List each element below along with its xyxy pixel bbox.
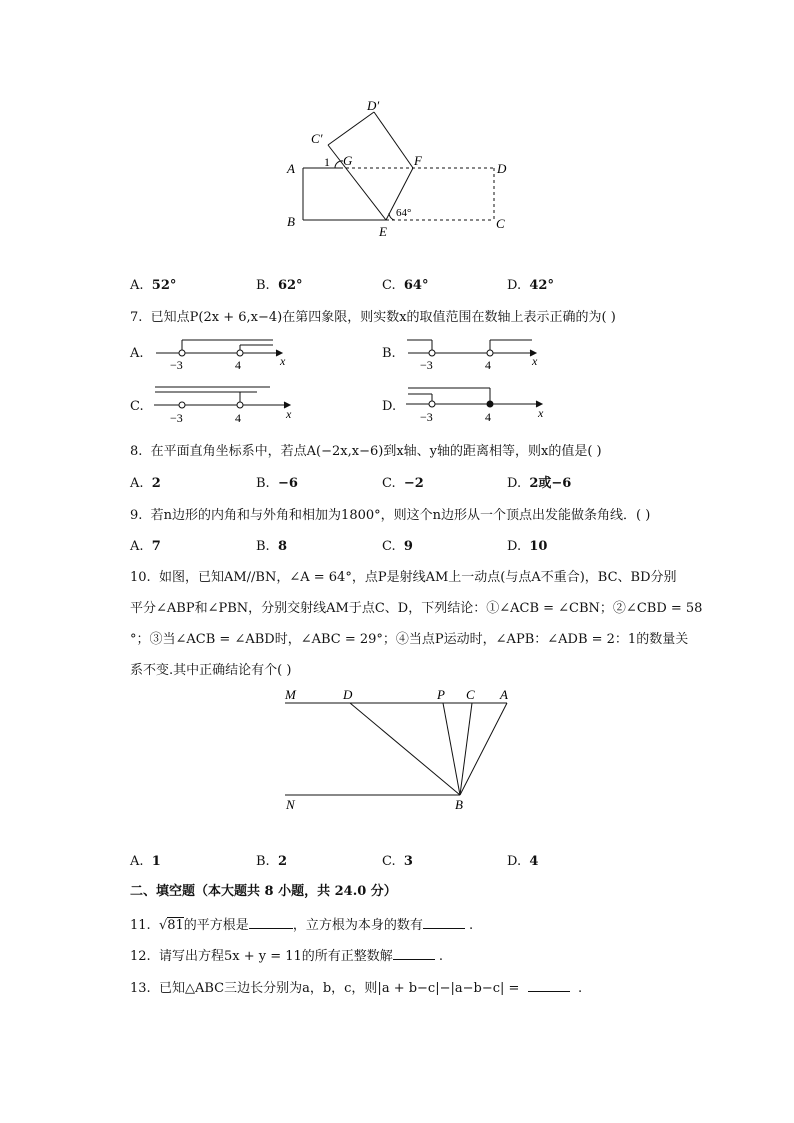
svg-text:x: x: [532, 354, 538, 368]
question-11: 11. √81的平方根是 ，立方根为本身的数有 .: [130, 918, 474, 933]
q7-option-b-number-line: [402, 334, 552, 374]
label-e: E: [379, 224, 387, 239]
q7-option-d-number-line: [402, 380, 552, 425]
label-m: M: [285, 687, 296, 702]
question-10-line-4: 系不变.其中正确结论有个( ): [130, 663, 292, 678]
question-12: 12. 请写出方程5x + y = 11的所有正整数解 .: [130, 949, 444, 964]
label-b: B: [455, 797, 463, 812]
q9-option-b[interactable]: B. 8: [256, 539, 287, 554]
question-9: 9. 若n边形的内角和与外角和相加为1800°，则这个n边形从一个顶点出发能做条角线．( ): [130, 508, 651, 523]
q8-option-a[interactable]: A. 2: [130, 476, 161, 491]
segment-ba: [460, 703, 507, 795]
q7-option-d-letter[interactable]: D.: [382, 399, 397, 414]
q10-option-c[interactable]: C. 3: [382, 854, 413, 869]
q6-option-c[interactable]: C. 64°: [382, 278, 429, 293]
question-7: 7. 已知点P(2x + 6,x−4)在第四象限，则实数x的取值范围在数轴上表示正确的为( ): [130, 310, 616, 325]
q8-option-c[interactable]: C. −2: [382, 476, 424, 491]
sqrt-radicand: 81: [167, 918, 184, 933]
label-f: F: [414, 153, 422, 168]
label-b: B: [287, 214, 295, 229]
segment-bd: [350, 703, 460, 795]
label-angle-1: 1: [324, 155, 330, 169]
label-a: A: [287, 161, 295, 176]
edge-cprime-dprime: [328, 112, 374, 145]
label-p: P: [437, 687, 445, 702]
section-2-title: 二、填空题（本大题共 8 小题，共 24.0 分）: [130, 884, 397, 899]
label-a: A: [500, 687, 508, 702]
segment-bc: [460, 703, 472, 795]
question-10-line-1: 10. 如图，已知AM//BN，∠A = 64°，点P是射线AM上一动点(与点A不重合)，BC、BD分别: [130, 570, 677, 585]
svg-text:4: 4: [485, 410, 491, 424]
q7-option-b-letter[interactable]: B.: [382, 346, 396, 361]
q10-option-a[interactable]: A. 1: [130, 854, 161, 869]
label-d: D: [343, 687, 353, 702]
question-10-line-2: 平分∠ABP和∠PBN，分别交射线AM于点C、D，下列结论：①∠ACB = ∠CBN；②∠CBD = 58: [130, 601, 703, 616]
label-g: G: [343, 153, 353, 168]
question-13: 13. 已知△ABC三边长分别为a，b，c，则|a + b−c|−|a−b−c| = .: [130, 981, 583, 996]
q7-option-a-number-line: [150, 334, 300, 374]
svg-text:−3: −3: [170, 358, 183, 372]
svg-text:x: x: [286, 407, 292, 421]
svg-text:−3: −3: [420, 358, 433, 372]
label-angle-64: 64°: [396, 207, 412, 219]
q6-option-a[interactable]: A. 52°: [130, 278, 177, 293]
q7-option-c-letter[interactable]: C.: [130, 399, 144, 414]
question-6-figure: [280, 92, 520, 242]
q13-blank[interactable]: [528, 979, 570, 992]
q10-option-b[interactable]: B. 2: [256, 854, 287, 869]
svg-text:4: 4: [235, 358, 241, 372]
question-10-line-3: °；③当∠ACB = ∠ABD时，∠ABC = 29°；④当点P运动时，∠APB：∠ADB = 2：1的数量关: [130, 632, 689, 647]
angle-1-arc: [335, 161, 343, 168]
label-c: C: [496, 216, 505, 231]
q11-blank-1[interactable]: [249, 916, 293, 929]
q8-option-d[interactable]: D. 2或−6: [507, 476, 572, 491]
svg-text:−3: −3: [420, 410, 433, 424]
q11-blank-2[interactable]: [423, 916, 465, 929]
sqrt-sign: √: [158, 918, 168, 933]
label-n: N: [286, 797, 295, 812]
q9-option-d[interactable]: D. 10: [507, 539, 548, 554]
q6-option-d[interactable]: D. 42°: [507, 278, 554, 293]
svg-text:x: x: [280, 354, 286, 368]
svg-text:−3: −3: [170, 411, 183, 425]
q7-option-a-letter[interactable]: A.: [130, 346, 144, 361]
q9-option-a[interactable]: A. 7: [130, 539, 161, 554]
label-c-prime: C′: [311, 131, 323, 146]
svg-text:4: 4: [485, 358, 491, 372]
q10-option-d[interactable]: D. 4: [507, 854, 539, 869]
q12-blank[interactable]: [393, 947, 435, 960]
q8-option-b[interactable]: B. −6: [256, 476, 298, 491]
q7-option-c-number-line: [150, 380, 300, 425]
label-d: D: [497, 161, 507, 176]
svg-text:x: x: [538, 406, 544, 420]
question-10-figure: [280, 684, 520, 814]
segment-bp: [443, 703, 460, 795]
edge-dprime-f: [374, 112, 413, 168]
edge-e-cprime: [328, 145, 386, 220]
question-8: 8. 在平面直角坐标系中，若点A(−2x,x−6)到x轴、y轴的距离相等，则x的值是( ): [130, 444, 602, 459]
label-c: C: [466, 687, 475, 702]
angle-64-arc: [389, 213, 394, 220]
q6-option-b[interactable]: B. 62°: [256, 278, 303, 293]
label-d-prime: D′: [367, 98, 380, 113]
q9-option-c[interactable]: C. 9: [382, 539, 413, 554]
svg-text:4: 4: [235, 411, 241, 425]
